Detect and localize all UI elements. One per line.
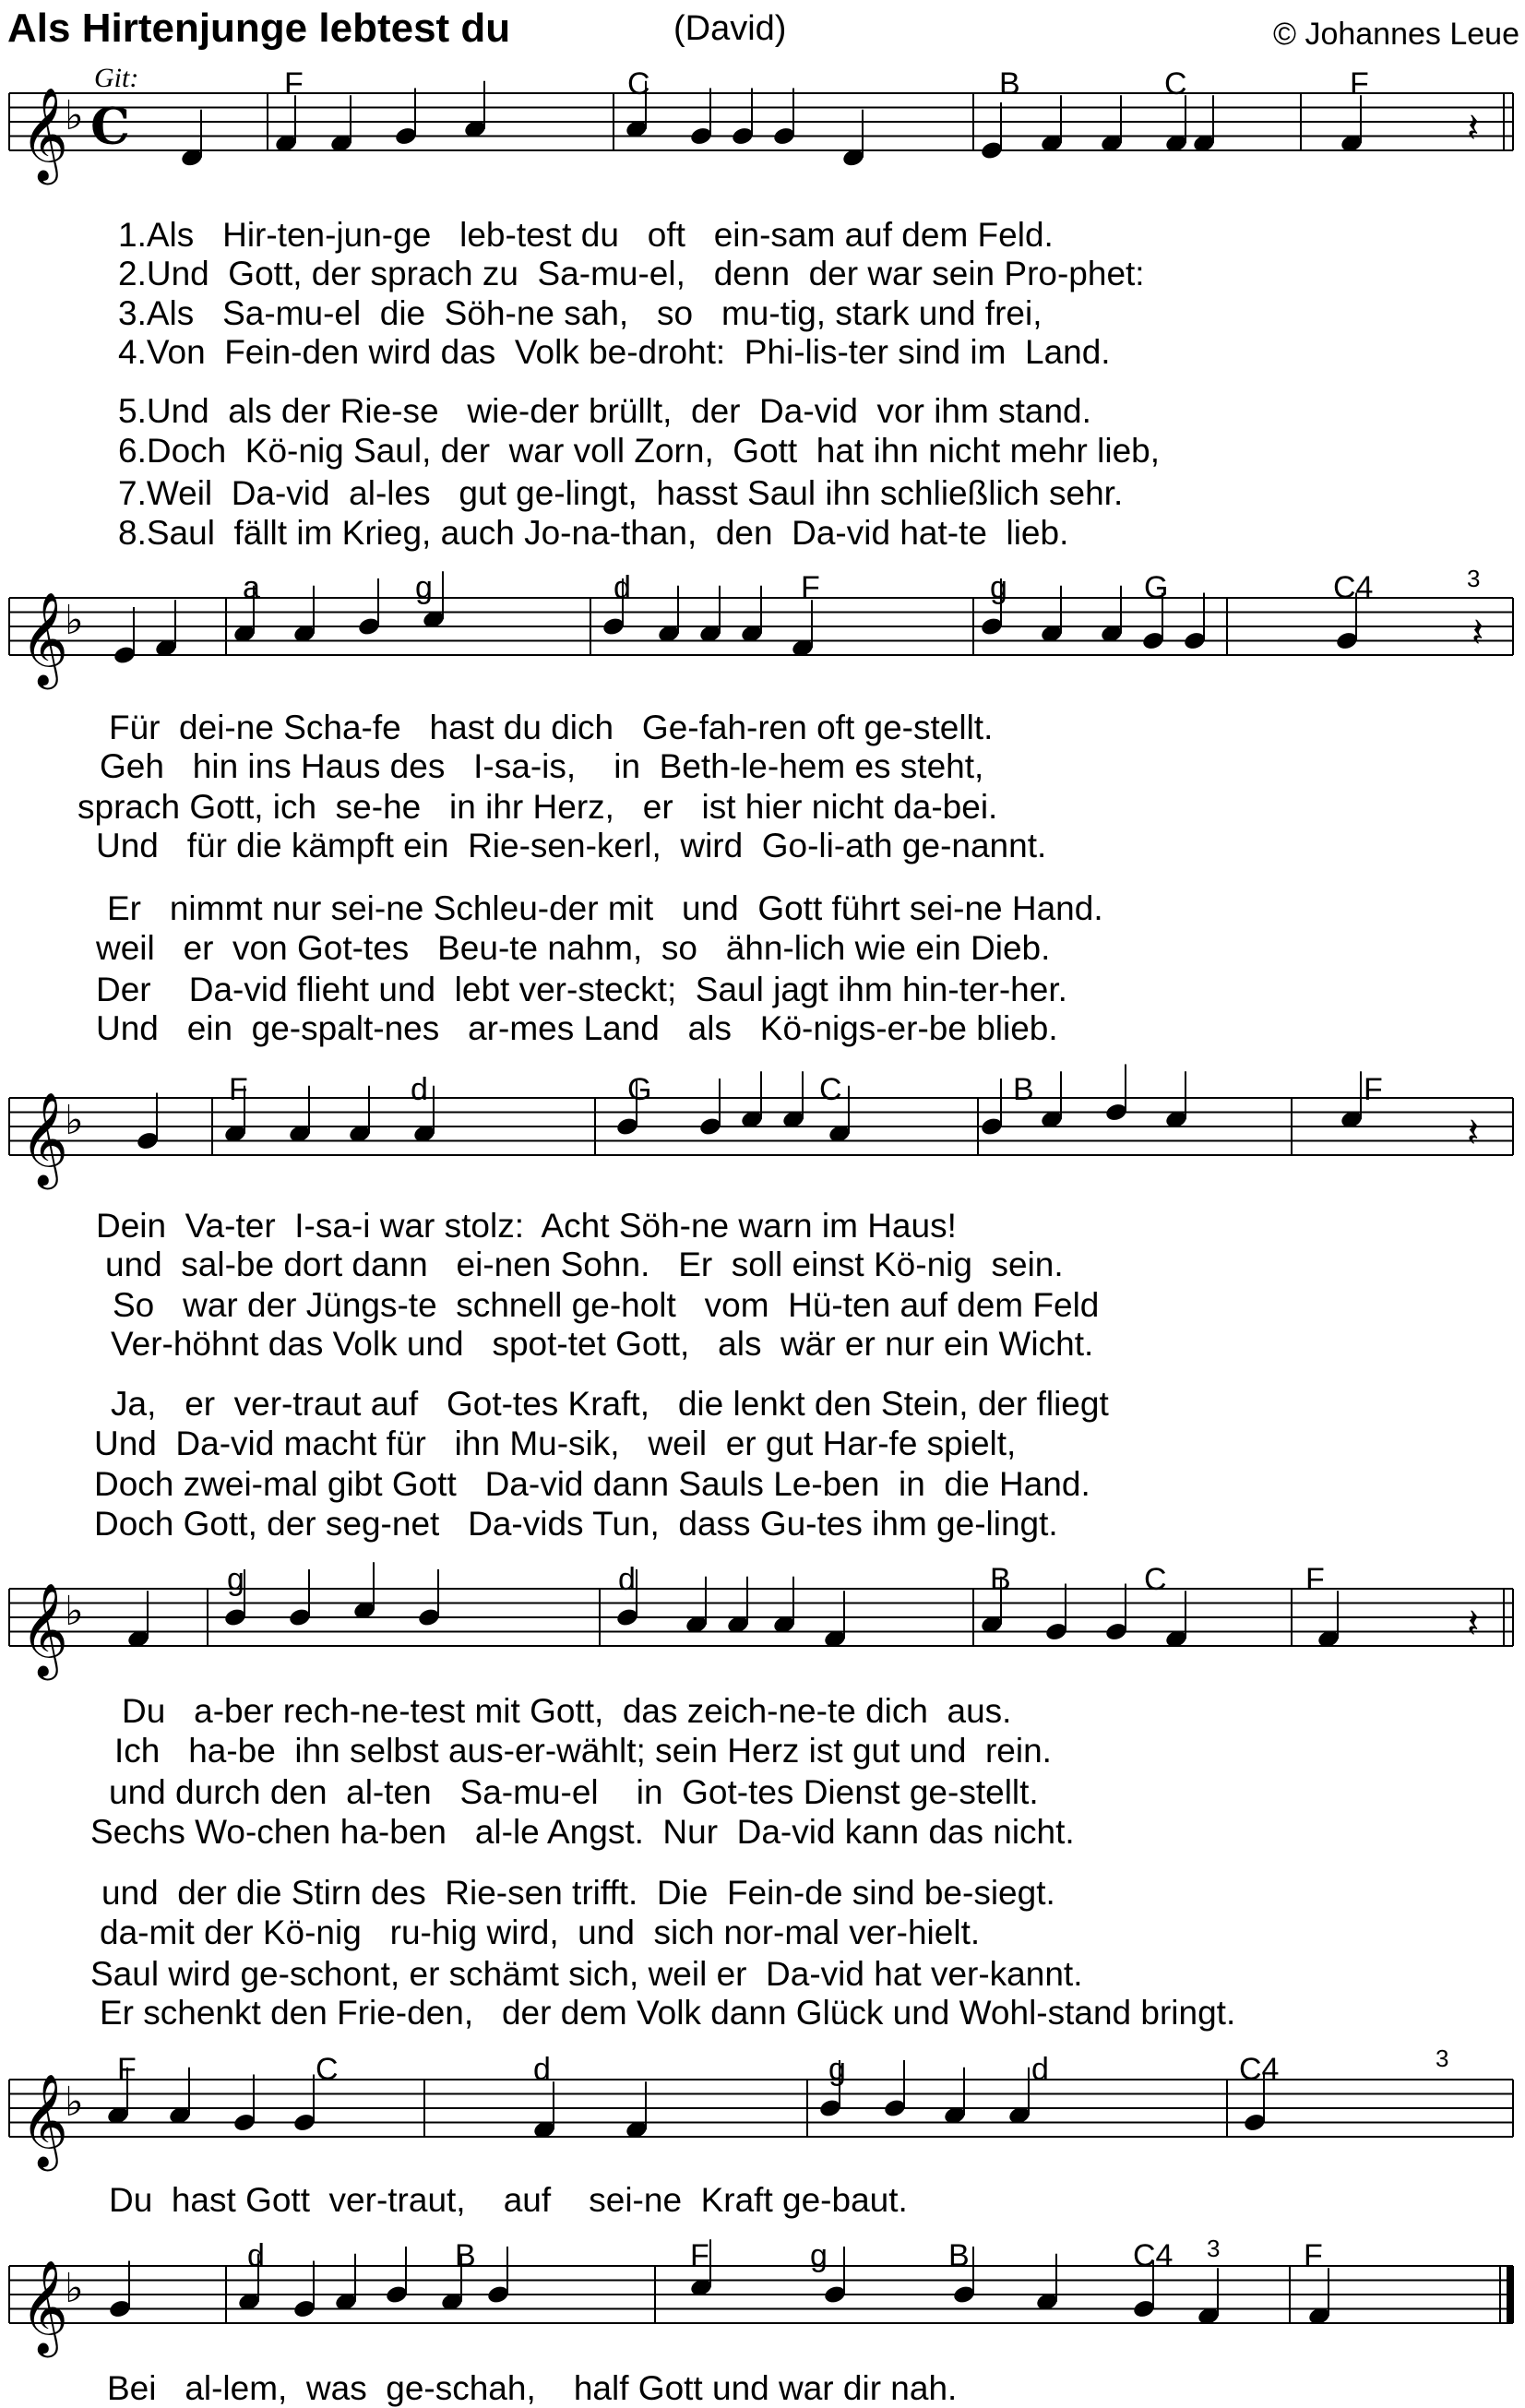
lyric-line: 7.Weil Da-vid al-les gut ge-lingt, hasst Saul ihn schließlich sehr. bbox=[118, 474, 1124, 512]
song-subtitle: (David) bbox=[673, 9, 787, 48]
chord-label: F bbox=[690, 2238, 709, 2273]
chord-label: F bbox=[117, 2052, 137, 2087]
chord-label: F bbox=[229, 1072, 248, 1107]
quarter-rest-icon: 𝄽 bbox=[1467, 1109, 1480, 1157]
chord-label: g bbox=[415, 570, 433, 605]
treble-clef-icon: 𝄞 bbox=[20, 1581, 69, 1676]
chord-label: g bbox=[828, 2052, 846, 2087]
lyric-line: da-mit der Kö-nig ru-hig wird, und sich nor-mal ver-hielt. bbox=[100, 1913, 981, 1951]
chord-label: a bbox=[243, 570, 260, 605]
flat-sign-icon: ♭ bbox=[65, 92, 84, 139]
lyric-line: Doch zwei-mal gibt Gott Da-vid dann Sauls Le-ben in die Hand. bbox=[94, 1465, 1090, 1503]
lyric-line: 6.Doch Kö-nig Saul, der war voll Zorn, Gott hat ihn nicht mehr lieb, bbox=[118, 432, 1161, 470]
chord-label: G bbox=[1144, 570, 1169, 605]
lyric-line: Geh hin ins Haus des I-sa-is, in Beth-le-hem es steht, bbox=[100, 747, 984, 785]
chord-label: d bbox=[1031, 2052, 1049, 2087]
chord-label: B bbox=[948, 2238, 970, 2273]
lyric-line: Du a-ber rech-ne-test mit Gott, das zeich-ne-te dich aus. bbox=[122, 1692, 1012, 1730]
chord-label: F bbox=[1304, 2238, 1323, 2273]
lyric-line: sprach Gott, ich se-he in ihr Herz, er ist hier nicht da-bei. bbox=[77, 788, 998, 826]
treble-clef-icon: 𝄞 bbox=[20, 2259, 69, 2354]
chord-label: B bbox=[455, 2238, 476, 2273]
chord-label: d bbox=[247, 2238, 265, 2273]
treble-clef-icon: 𝄞 bbox=[20, 2072, 69, 2167]
copyright-notice: © Johannes Leue bbox=[1272, 17, 1519, 52]
chord-label: C bbox=[627, 66, 650, 101]
chord-label: F bbox=[1364, 1072, 1383, 1107]
chord-label: B bbox=[999, 66, 1020, 101]
chord-label: g bbox=[810, 2238, 828, 2273]
chord-label: F bbox=[801, 570, 820, 605]
tuplet-number: 3 bbox=[1436, 2044, 1449, 2072]
lyric-line: Sechs Wo-chen ha-ben al-le Angst. Nur Da-vid kann das nicht. bbox=[90, 1813, 1075, 1851]
lyric-line: 4.Von Fein-den wird das Volk be-droht: Phi-lis-ter sind im Land. bbox=[118, 333, 1111, 371]
lyric-line: und sal-be dort dann ei-nen Sohn. Er soll einst Kö-nig sein. bbox=[105, 1246, 1064, 1283]
lyric-line: Saul wird ge-schont, er schämt sich, weil er Da-vid hat ver-kannt. bbox=[90, 1955, 1083, 1993]
song-title: Als Hirtenjunge lebtest du bbox=[7, 6, 511, 51]
chord-label: d bbox=[614, 570, 631, 605]
chord-label: g bbox=[227, 1562, 244, 1597]
quarter-rest-icon: 𝄽 bbox=[1471, 609, 1484, 657]
chord-label: C4 bbox=[1133, 2238, 1174, 2273]
lyric-line: Und Da-vid macht für ihn Mu-sik, weil er gut Har-fe spielt, bbox=[94, 1425, 1017, 1462]
lyric-line: 3.Als Sa-mu-el die Söh-ne sah, so mu-tig, stark und frei, bbox=[118, 294, 1042, 332]
quarter-rest-icon: 𝄽 bbox=[1467, 104, 1480, 152]
lyric-line: So war der Jüngs-te schnell ge-holt vom Hü-ten auf dem Feld bbox=[113, 1286, 1100, 1324]
lyric-line: Ver-höhnt das Volk und spot-tet Gott, als wär er nur ein Wicht. bbox=[111, 1325, 1094, 1363]
lyric-line: Der Da-vid flieht und lebt ver-steckt; Saul jagt ihm hin-ter-her. bbox=[96, 971, 1067, 1008]
flat-sign-icon: ♭ bbox=[65, 1588, 84, 1635]
lyric-line: und der die Stirn des Rie-sen trifft. Die Fein-de sind be-siegt. bbox=[101, 1874, 1055, 1912]
flat-sign-icon: ♭ bbox=[65, 597, 84, 644]
final-barline bbox=[1507, 2266, 1514, 2323]
lyric-line: Bei al-lem, was ge-schah, half Gott und war dir nah. bbox=[107, 2369, 958, 2407]
chord-label: d bbox=[618, 1562, 636, 1597]
chord-label: F bbox=[1350, 66, 1369, 101]
lyric-line: Und für die kämpft ein Rie-sen-kerl, wird Go-li-ath ge-nannt. bbox=[96, 827, 1047, 864]
chord-label: F bbox=[1305, 1562, 1325, 1597]
lyric-line: 1.Als Hir-ten-jun-ge leb-test du oft ein-sam auf dem Feld. bbox=[118, 216, 1054, 254]
chord-label: C bbox=[316, 2052, 339, 2087]
chord-label: B bbox=[990, 1562, 1011, 1597]
treble-clef-icon: 𝄞 bbox=[20, 86, 69, 181]
lyric-line: Ich ha-be ihn selbst aus-er-wählt; sein Herz ist gut und rein. bbox=[114, 1732, 1052, 1770]
flat-sign-icon: ♭ bbox=[65, 1097, 84, 1144]
lyric-line: Er schenkt den Frie-den, der dem Volk dann Glück und Wohl-stand bringt. bbox=[100, 1994, 1236, 2032]
quarter-rest-icon: 𝄽 bbox=[1467, 1600, 1480, 1648]
treble-clef-icon: 𝄞 bbox=[20, 590, 69, 685]
tuplet-number: 3 bbox=[1207, 2235, 1221, 2262]
chord-label: g bbox=[990, 570, 1007, 605]
chord-label: C4 bbox=[1333, 570, 1374, 605]
lyric-line: Du hast Gott ver-traut, auf sei-ne Kraft ge-baut. bbox=[109, 2181, 908, 2219]
chord-label: F bbox=[284, 66, 304, 101]
lyric-line: Ja, er ver-traut auf Got-tes Kraft, die lenkt den Stein, der fliegt bbox=[111, 1385, 1109, 1423]
tuplet-number: 3 bbox=[1467, 565, 1481, 592]
chord-label: d bbox=[411, 1072, 428, 1107]
lyric-line: Und ein ge-spalt-nes ar-mes Land als Kö-nigs-er-be blieb. bbox=[96, 1009, 1058, 1047]
lyric-line: 5.Und als der Rie-se wie-der brüllt, der Da-vid vor ihm stand. bbox=[118, 392, 1091, 430]
lyric-line: Er nimmt nur sei-ne Schleu-der mit und Gott führt sei-ne Hand. bbox=[107, 889, 1103, 927]
lyric-line: Dein Va-ter I-sa-i war stolz: Acht Söh-ne warn im Haus! bbox=[96, 1207, 957, 1245]
time-signature-icon: C bbox=[90, 96, 130, 156]
chord-label: d bbox=[533, 2052, 551, 2087]
lyric-line: Für dei-ne Scha-fe hast du dich Ge-fah-ren oft ge-stellt. bbox=[109, 709, 994, 746]
flat-sign-icon: ♭ bbox=[65, 2265, 84, 2312]
chord-label: C4 bbox=[1239, 2052, 1280, 2087]
lyric-line: Doch Gott, der seg-net Da-vids Tun, dass Gu-tes ihm ge-lingt. bbox=[94, 1505, 1058, 1543]
chord-label: C bbox=[1144, 1562, 1167, 1597]
chord-label: C bbox=[819, 1072, 842, 1107]
chord-label: B bbox=[1013, 1072, 1034, 1107]
chord-label: C bbox=[1164, 66, 1187, 101]
treble-clef-icon: 𝄞 bbox=[20, 1091, 69, 1186]
lyric-line: und durch den al-ten Sa-mu-el in Got-tes Dienst ge-stellt. bbox=[109, 1773, 1039, 1811]
lyric-line: 8.Saul fällt im Krieg, auch Jo-na-than, den Da-vid hat-te lieb. bbox=[118, 514, 1069, 552]
flat-sign-icon: ♭ bbox=[65, 2079, 84, 2126]
lyric-line: 2.Und Gott, der sprach zu Sa-mu-el, denn der war sein Pro-phet: bbox=[118, 255, 1145, 292]
lyric-line: weil er von Got-tes Beu-te nahm, so ähn-lich wie ein Dieb. bbox=[96, 929, 1051, 967]
instrument-label: Git: bbox=[94, 63, 139, 93]
chord-label: G bbox=[627, 1072, 652, 1107]
